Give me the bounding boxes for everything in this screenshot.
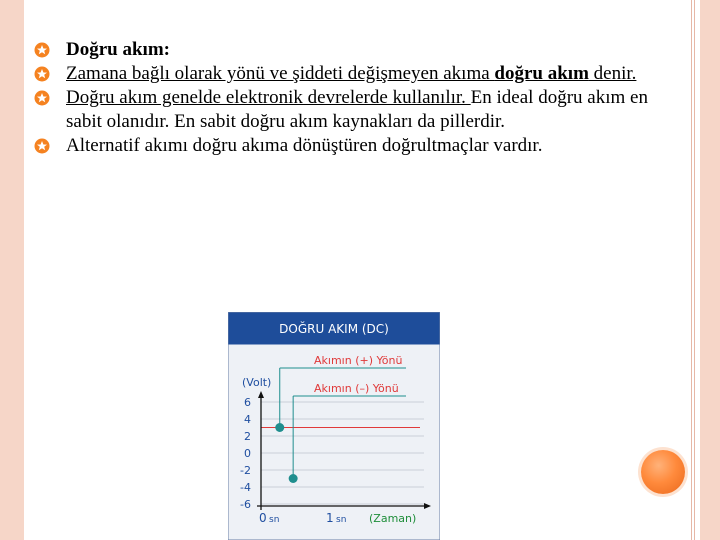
- chart-title: DOĞRU AKIM (DC): [279, 322, 389, 336]
- slide-border-right: [700, 0, 720, 540]
- bullet-text: Zamana bağlı olarak yönü ve şiddeti değişmeyen akıma: [66, 63, 495, 84]
- series-legend-label: Akımın (–) Yönü: [314, 382, 399, 395]
- bullet-item: [34, 38, 684, 62]
- bullet-text: Alternatif akımı doğru akıma dönüştüren doğrultmaçlar vardır.: [66, 135, 543, 156]
- y-tick-label: 2: [244, 430, 251, 443]
- y-axis-label: (Volt): [242, 376, 272, 389]
- dc-figure: [228, 312, 440, 540]
- y-tick-label: 0: [244, 447, 251, 460]
- star-badge-icon: [34, 90, 50, 106]
- bullet-text: denir.: [588, 63, 637, 84]
- bullet-list: [34, 38, 684, 158]
- slide-border-left: [0, 0, 24, 540]
- bullet-text-bold: doğru akım: [494, 63, 589, 84]
- star-badge-icon: [34, 66, 50, 82]
- data-point: [275, 423, 284, 432]
- x-tick-label: 1: [326, 511, 334, 525]
- x-axis-label: (Zaman): [369, 512, 417, 525]
- x-tick-unit: sn: [336, 515, 347, 525]
- y-tick-label: -6: [240, 498, 251, 511]
- x-tick-unit: sn: [269, 515, 280, 525]
- decorative-orange-circle: [641, 450, 685, 494]
- decorative-line: [694, 0, 695, 540]
- star-badge-icon: [34, 42, 50, 58]
- x-tick-label: 0: [259, 511, 267, 525]
- series-legend-label: Akımın (+) Yönü: [314, 354, 403, 367]
- decorative-line: [691, 0, 692, 540]
- y-tick-label: -2: [240, 464, 251, 477]
- bullet-text-underlined: [66, 63, 636, 84]
- bullet-text: Doğru akım:: [66, 39, 170, 60]
- y-tick-label: 6: [244, 396, 251, 409]
- bullet-text: En ideal doğru akım en sabit olanıdır. En sabit doğru akım kaynakları da pillerdir.: [66, 87, 648, 132]
- y-tick-label: -4: [240, 481, 251, 494]
- y-tick-label: 4: [244, 413, 251, 426]
- data-point: [289, 474, 298, 483]
- bullet-text-underlined: Doğru akım genelde elektronik devrelerde kullanılır.: [66, 87, 471, 108]
- bullet-item: [34, 62, 684, 86]
- star-badge-icon: [34, 138, 50, 154]
- bullet-item: [34, 134, 684, 158]
- bullet-item: [34, 86, 684, 134]
- dc-chart: [228, 312, 440, 540]
